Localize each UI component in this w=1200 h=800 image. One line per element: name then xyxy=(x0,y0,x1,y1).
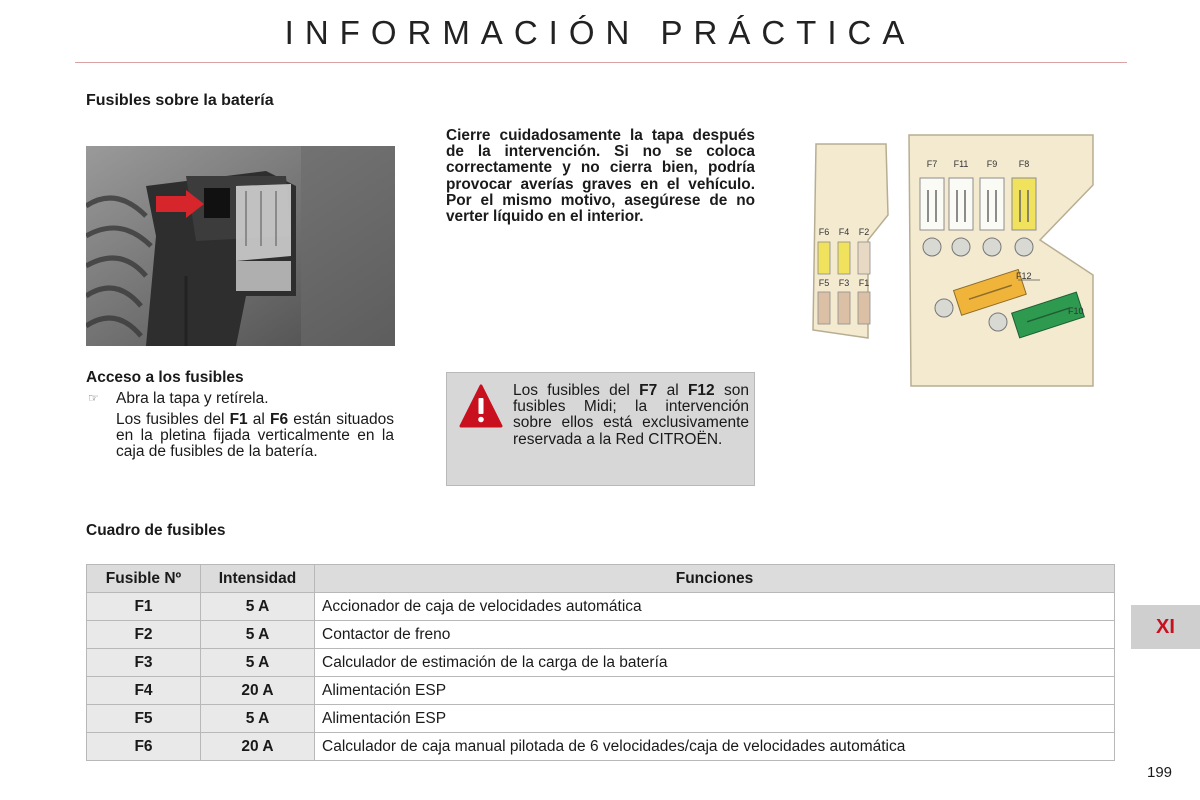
warning-text-part: Los fusibles del xyxy=(513,382,640,399)
fuse-cell: F2 xyxy=(87,621,201,649)
fuse-cell: F3 xyxy=(87,649,201,677)
access-description xyxy=(116,412,394,461)
amps-cell: 5 A xyxy=(201,705,315,733)
label-f2: F2 xyxy=(858,227,870,237)
warning-text-part: son fusibles Midi; la intervención sobre ellos está exclusivamente reservada a la Red CITROËN. xyxy=(513,382,749,448)
function-cell: Alimentación ESP xyxy=(315,677,1115,705)
warning-text xyxy=(513,383,749,448)
label-f10: F10 xyxy=(1068,306,1084,316)
label-f9: F9 xyxy=(986,159,998,169)
function-cell: Contactor de freno xyxy=(315,621,1115,649)
amps-cell: 20 A xyxy=(201,733,315,761)
amps-cell: 5 A xyxy=(201,621,315,649)
fuse-ref-f7: F7 xyxy=(639,382,658,399)
label-f8: F8 xyxy=(1018,159,1030,169)
access-title: Acceso a los fusibles xyxy=(86,369,244,386)
fuse-ref-f1: F1 xyxy=(229,411,248,428)
chapter-tab-label: XI xyxy=(1156,616,1175,638)
access-text-part: están situados en la pletina fijada verticalmente en la caja de fusibles de la batería. xyxy=(116,411,394,461)
header-fuse: Fusible Nº xyxy=(87,565,201,593)
fuse-cell: F1 xyxy=(87,593,201,621)
label-f7: F7 xyxy=(926,159,938,169)
label-f5: F5 xyxy=(818,278,830,288)
section-title: Fusibles sobre la batería xyxy=(86,92,274,109)
title-divider xyxy=(75,62,1127,63)
access-text-part: Los fusibles del xyxy=(116,411,230,428)
amps-cell: 20 A xyxy=(201,677,315,705)
table-row xyxy=(87,677,1115,705)
access-text-part: al xyxy=(247,411,270,428)
warning-box xyxy=(446,372,755,486)
page-title: INFORMACIÓN PRÁCTICA xyxy=(284,14,916,51)
function-cell: Accionador de caja de velocidades automática xyxy=(315,593,1115,621)
fuse-cell: F4 xyxy=(87,677,201,705)
page-number: 199 xyxy=(1147,764,1173,781)
fuse-cell: F5 xyxy=(87,705,201,733)
header-amps: Intensidad xyxy=(201,565,315,593)
label-f6: F6 xyxy=(818,227,830,237)
function-cell: Calculador de caja manual pilotada de 6 velocidades/caja de velocidades automática xyxy=(315,733,1115,761)
table-header-row xyxy=(87,565,1115,593)
warning-icon xyxy=(459,384,503,428)
table-row xyxy=(87,621,1115,649)
label-f11: F11 xyxy=(953,159,969,169)
fuse-ref-f12: F12 xyxy=(687,382,715,399)
label-f4: F4 xyxy=(838,227,850,237)
table-row xyxy=(87,593,1115,621)
hand-pointer-icon: ☞ xyxy=(88,391,99,405)
amps-cell: 5 A xyxy=(201,649,315,677)
header-functions: Funciones xyxy=(315,565,1115,593)
chapter-tab[interactable] xyxy=(1131,605,1200,649)
fuse-box-diagram xyxy=(808,130,1100,392)
warning-text-part: al xyxy=(657,382,688,399)
label-f3: F3 xyxy=(838,278,850,288)
function-cell: Calculador de estimación de la carga de la batería xyxy=(315,649,1115,677)
function-cell: Alimentación ESP xyxy=(315,705,1115,733)
fuse-cell: F6 xyxy=(87,733,201,761)
label-f1: F1 xyxy=(858,278,870,288)
fuse-table xyxy=(86,564,1115,761)
access-step: Abra la tapa y retírela. xyxy=(116,390,269,407)
battery-photo xyxy=(86,146,395,346)
table-row xyxy=(87,705,1115,733)
fuse-ref-f6: F6 xyxy=(270,411,289,428)
intro-warning-text: Cierre cuidadosamente la tapa después de la intervención. Si no se coloca correctamente y no cierra bien, podría provocar averías graves en el vehículo. Por el mismo motivo, asegúrese de no verter líquido en el interior. xyxy=(446,127,755,226)
table-row xyxy=(87,649,1115,677)
label-f12: F12 xyxy=(1016,271,1032,281)
amps-cell: 5 A xyxy=(201,593,315,621)
table-row xyxy=(87,733,1115,761)
table-title: Cuadro de fusibles xyxy=(86,522,226,539)
